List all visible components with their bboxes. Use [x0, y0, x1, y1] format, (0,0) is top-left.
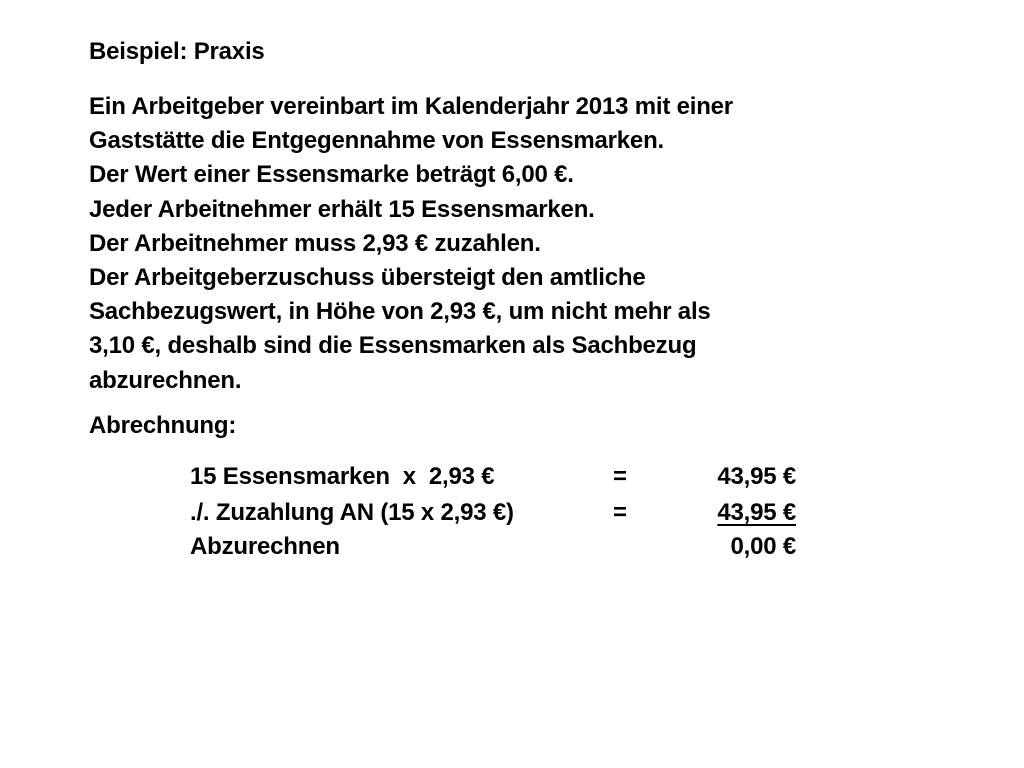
description-line: Jeder Arbeitnehmer erhält 15 Essensmarken. — [89, 195, 595, 223]
calc-row-3-label: Abzurechnen — [190, 533, 340, 560]
description-line: Der Wert einer Essensmarke beträgt 6,00 €. — [89, 161, 574, 189]
calc-row-2-label: ./. Zuzahlung AN (15 x 2,93 €) — [190, 499, 514, 526]
page-title: Beispiel: Praxis — [89, 38, 265, 65]
description-line: 3,10 €, deshalb sind die Essensmarken als Sachbezug — [89, 332, 697, 360]
calc-row-2-operator: = — [613, 499, 627, 526]
description-line: Der Arbeitnehmer muss 2,93 € zuzahlen. — [89, 229, 541, 257]
calc-row-2-value — [670, 499, 796, 527]
calc-row-1-label: 15 Essensmarken x 2,93 € — [190, 463, 495, 490]
description-line: Ein Arbeitgeber vereinbart im Kalenderjahr 2013 mit einer — [89, 93, 733, 120]
calc-row-1-operator: = — [613, 463, 627, 490]
calc-row-2-value-text: 43,95 € — [717, 499, 796, 526]
calc-row-1-value: 43,95 € — [717, 463, 796, 490]
example-description — [89, 90, 733, 398]
description-line: Der Arbeitgeberzuschuss übersteigt den amtliche — [89, 263, 646, 291]
description-line: Sachbezugswert, in Höhe von 2,93 €, um nicht mehr als — [89, 298, 711, 326]
description-line: abzurechnen. — [89, 366, 242, 394]
calculation-heading: Abrechnung: — [89, 412, 237, 439]
description-line: Gaststätte die Entgegennahme von Essensmarken. — [89, 127, 664, 155]
calc-row-3-value: 0,00 € — [730, 533, 796, 560]
